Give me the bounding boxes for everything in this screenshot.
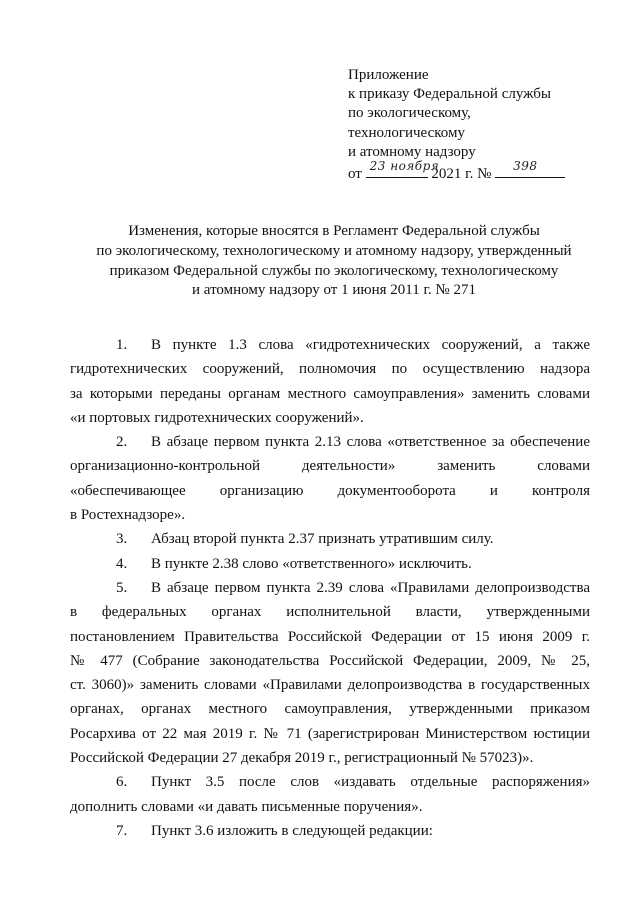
date-field bbox=[366, 158, 440, 178]
appendix-date-line bbox=[348, 158, 598, 184]
amendment-number: 7. bbox=[116, 822, 128, 839]
amendment-line bbox=[70, 406, 590, 430]
amendment-text: «и портовых гидротехнических сооружений». bbox=[70, 409, 364, 426]
amendment-item bbox=[70, 430, 590, 527]
appendix-line: технологическому bbox=[348, 124, 465, 141]
amendment-line bbox=[70, 503, 590, 527]
amendment-item bbox=[70, 770, 590, 819]
amendment-text: за которыми переданы органам местного самоуправления» заменить словами bbox=[70, 385, 590, 402]
amendment-text: организационно-контрольной деятельности» заменить словами bbox=[70, 458, 590, 475]
amendment-line bbox=[70, 770, 590, 794]
amendment-line bbox=[70, 722, 590, 746]
amendment-line bbox=[70, 795, 590, 819]
date-prefix: от bbox=[348, 166, 362, 183]
amendment-line bbox=[70, 479, 590, 503]
amendment-text: № 477 (Собрание законодательства Российской Федерации, 2009, № 25, bbox=[70, 652, 590, 669]
amendment-text: Российской Федерации 27 декабря 2019 г., регистрационный № 57023)». bbox=[70, 750, 534, 767]
handwritten-date: 23 ноября bbox=[369, 158, 440, 173]
amendment-line bbox=[70, 600, 590, 624]
appendix-line: Приложение bbox=[348, 67, 429, 83]
title-line: и атомному надзору от 1 июня 2011 г. № 271 bbox=[192, 282, 476, 299]
amendment-line bbox=[70, 333, 590, 357]
amendment-text: гидротехнических сооружений, полномочия по осуществлению надзора bbox=[70, 361, 590, 378]
amendment-text: ст. 3060)» заменить словами «Правилами делопроизводства в государственных bbox=[70, 677, 590, 694]
amendment-text: в Ростехнадзоре». bbox=[70, 507, 186, 524]
amendment-line bbox=[70, 819, 590, 843]
amendment-item bbox=[70, 527, 590, 551]
amendment-text: В абзаце первом пункта 2.39 слова «Правилами делопроизводства bbox=[151, 579, 590, 596]
amendment-text: В пункте 2.38 слово «ответственного» исключить. bbox=[151, 555, 472, 572]
amendment-line bbox=[70, 454, 590, 478]
amendment-text: в федеральных органах исполнительной власти, утвержденными bbox=[70, 604, 590, 621]
title-line: по экологическому, технологическому и атомному надзору, утвержденный bbox=[96, 242, 572, 259]
amendment-text: «обеспечивающее организацию документооборота и контроля bbox=[70, 482, 590, 499]
amendment-text: Росархива от 22 мая 2019 г. № 71 (зарегистрирован Министерством юстиции bbox=[70, 725, 590, 742]
amendment-number: 3. bbox=[116, 531, 128, 548]
amendment-line bbox=[70, 357, 590, 381]
date-suffix: 2021 г. № bbox=[431, 166, 492, 183]
number-field bbox=[495, 158, 565, 178]
appendix-header bbox=[348, 66, 598, 184]
amendment-number: 1. bbox=[116, 337, 128, 353]
amendment-item bbox=[70, 819, 590, 843]
amendment-item bbox=[70, 552, 590, 576]
amendment-line bbox=[70, 576, 590, 600]
amendments-list bbox=[70, 333, 590, 843]
amendment-text: В абзаце первом пункта 2.13 слова «ответственное за обеспечение bbox=[151, 434, 590, 451]
amendment-number: 2. bbox=[116, 434, 128, 451]
handwritten-number: 398 bbox=[513, 158, 538, 173]
amendment-item bbox=[70, 576, 590, 770]
amendment-item bbox=[70, 333, 590, 430]
amendment-number: 6. bbox=[116, 774, 128, 791]
amendment-number: 4. bbox=[116, 555, 128, 572]
amendment-line bbox=[70, 649, 590, 673]
amendment-text: В пункте 1.3 слова «гидротехнических сооружений, а также bbox=[151, 337, 590, 353]
amendment-text: Пункт 3.5 после слов «издавать отдельные распоряжения» bbox=[151, 774, 590, 791]
amendment-line bbox=[70, 697, 590, 721]
amendment-text: дополнить словами «и давать письменные поручения». bbox=[70, 798, 423, 815]
amendment-line bbox=[70, 625, 590, 649]
document-title bbox=[64, 222, 604, 301]
title-line: Изменения, которые вносятся в Регламент Федеральной службы bbox=[128, 223, 540, 239]
amendment-text: Пункт 3.6 изложить в следующей редакции: bbox=[151, 822, 433, 839]
amendment-line bbox=[70, 746, 590, 770]
appendix-line: по экологическому, bbox=[348, 105, 471, 122]
title-line: приказом Федеральной службы по экологическому, технологическому bbox=[109, 262, 559, 279]
amendment-line bbox=[70, 527, 590, 551]
amendment-text: постановлением Правительства Российской Федерации от 15 июня 2009 г. bbox=[70, 628, 590, 645]
appendix-line: и атомному надзору bbox=[348, 143, 476, 160]
amendment-number: 5. bbox=[116, 579, 128, 596]
appendix-line: к приказу Федеральной службы bbox=[348, 86, 552, 103]
amendment-line bbox=[70, 430, 590, 454]
amendment-line bbox=[70, 382, 590, 406]
amendment-text: органах, органах местного самоуправления, утвержденными приказом bbox=[70, 701, 590, 718]
amendment-line bbox=[70, 673, 590, 697]
amendment-line bbox=[70, 552, 590, 576]
amendment-text: Абзац второй пункта 2.37 признать утратившим силу. bbox=[151, 531, 494, 548]
